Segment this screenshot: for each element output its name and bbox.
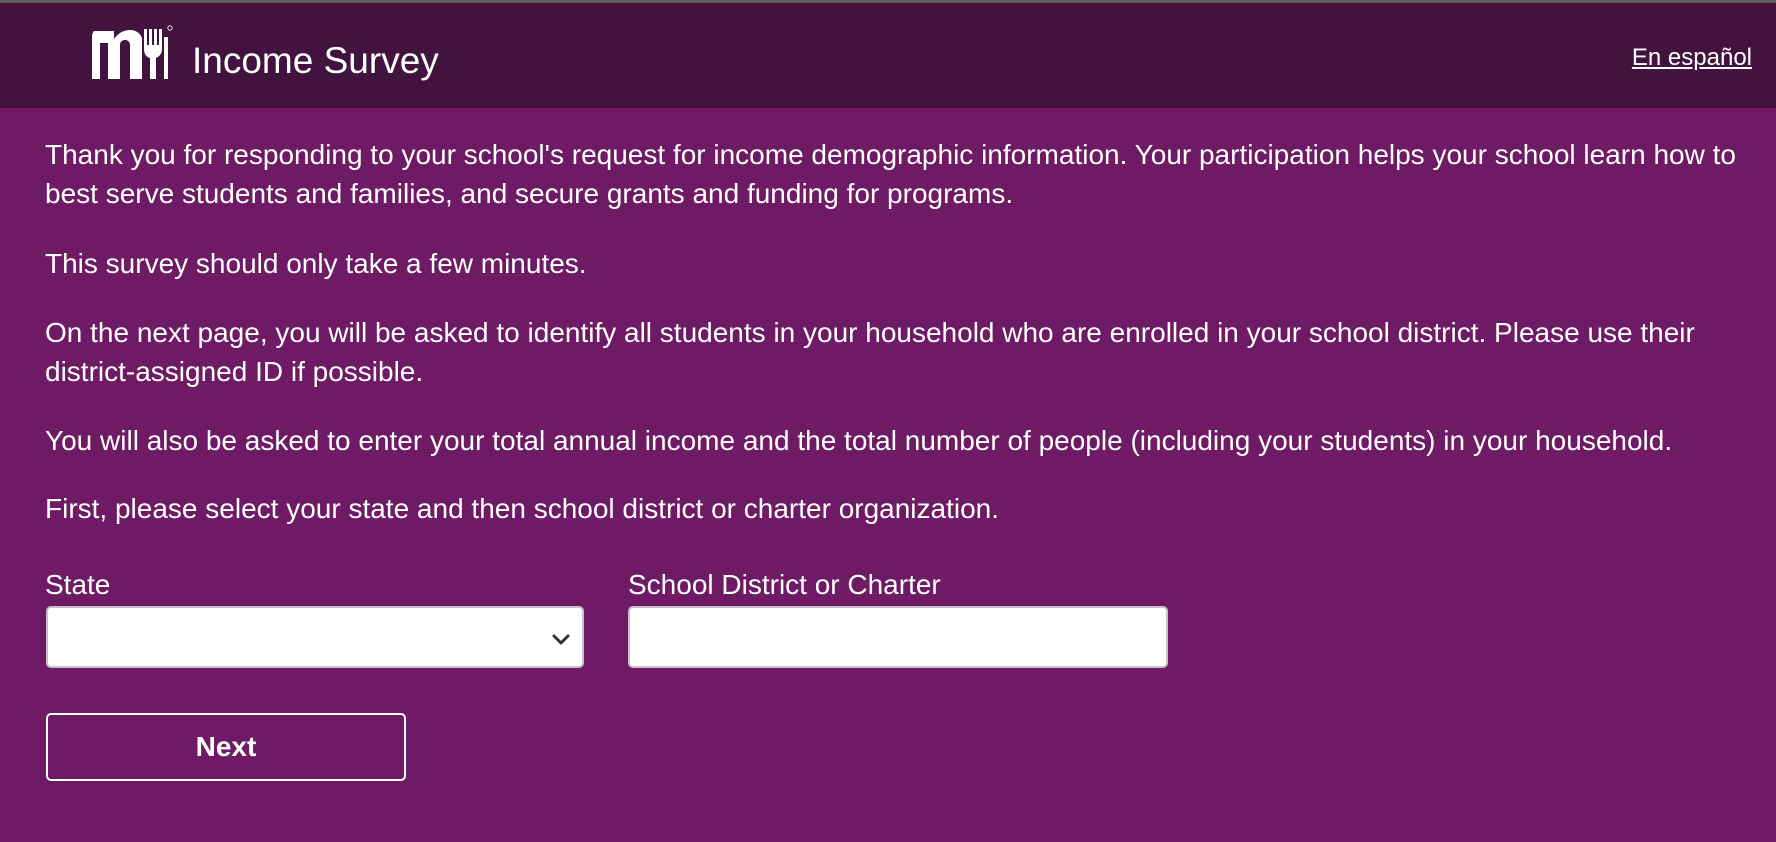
- intro-paragraph-income: You will also be asked to enter your total annual income and the total number of people (including your students) in your household.: [45, 425, 1673, 456]
- next-button[interactable]: Next: [46, 713, 406, 781]
- intro-paragraph-instructions: First, please select your state and then school district or charter organization.: [45, 493, 1000, 524]
- intro-paragraph-thanks: Thank you for responding to your school's request for income demographic information. Your participation helps your school learn how to best serve students and families, and secure grants and funding for programs.: [45, 139, 1736, 209]
- chevron-down-icon: [550, 628, 572, 650]
- state-select[interactable]: [46, 606, 584, 668]
- intro-paragraph-duration: This survey should only take a few minutes.: [45, 248, 587, 279]
- spanish-language-link[interactable]: En español: [1631, 44, 1752, 71]
- intro-paragraph-students: On the next page, you will be asked to identify all students in your household who are enrolled in your school district. Please use their district-assigned ID if possible.: [45, 317, 1695, 387]
- m-fork-logo-icon: [92, 23, 174, 83]
- app-title: Income Survey: [192, 40, 439, 81]
- school-district-label: School District or Charter: [628, 569, 941, 600]
- state-label: State: [45, 569, 111, 600]
- app-header: [0, 3, 1776, 108]
- school-district-input[interactable]: [628, 606, 1168, 668]
